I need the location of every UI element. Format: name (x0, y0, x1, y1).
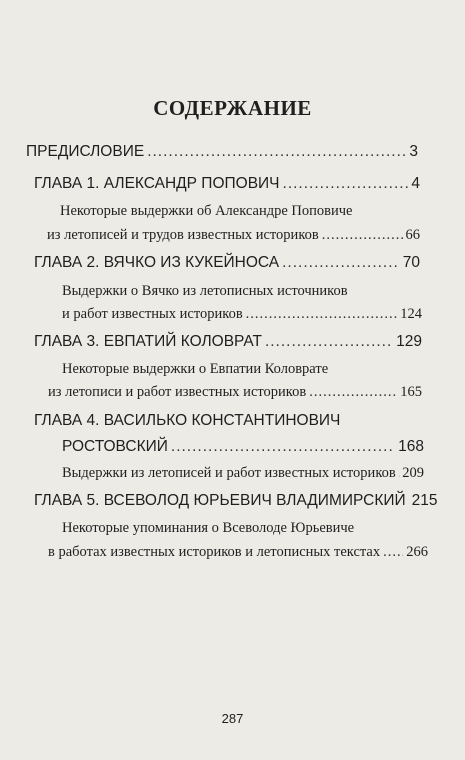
leader-dots (147, 143, 406, 161)
toc-entry-page: 4 (411, 175, 420, 192)
toc-entry-page: 168 (398, 438, 424, 455)
leader-dots (265, 333, 393, 351)
toc-subentry-chapter-1 (47, 227, 420, 244)
toc-entry-chapter-4 (62, 438, 424, 456)
toc-entry-label: ГЛАВА 3. ЕВПАТИЙ КОЛОВРАТ (34, 333, 262, 350)
toc-entry-label: ПРЕДИСЛОВИЕ (26, 143, 145, 160)
toc-subentry-line: Выдержки о Вячко из летописных источников (62, 283, 348, 299)
toc-entry-label: ГЛАВА 2. ВЯЧКО ИЗ КУКЕЙНОСА (34, 254, 280, 271)
toc-entry-page: 165 (400, 384, 422, 400)
toc-entry-label: РОСТОВСКИЙ (62, 438, 168, 455)
toc-entry-page: 66 (405, 227, 420, 243)
toc-entry-page: 209 (402, 465, 424, 481)
toc-entry-page: 215 (411, 492, 438, 509)
toc-subentry-line: Некоторые выдержки о Евпатии Коловрате (62, 361, 329, 377)
toc-subentry-label: из летописей и трудов известных историков (47, 227, 319, 243)
toc-subentry-label: из летописи и работ известных историков (48, 384, 307, 400)
toc-entry-label: ГЛАВА 5. ВСЕВОЛОД ЮРЬЕВИЧ ВЛАДИМИРСКИЙ (34, 492, 406, 509)
leader-dots (246, 306, 398, 323)
toc-entry-chapter-3 (34, 333, 422, 351)
toc-subentry-label: и работ известных историков (62, 306, 243, 322)
toc-subentry-chapter-3 (48, 384, 422, 401)
toc-entry-chapter-1 (34, 175, 420, 193)
toc-subentry-label: в работах известных историков и летописных текстах (48, 544, 381, 560)
toc-entry-chapter-2 (34, 254, 420, 272)
toc-entry-page: 70 (402, 254, 420, 271)
toc-subentry-chapter-5 (48, 544, 428, 561)
contents-title: СОДЕРЖАНИЕ (153, 96, 312, 120)
toc-entry-label: ГЛАВА 1. АЛЕКСАНДР ПОПОВИЧ (34, 175, 280, 192)
page-number: 287 (221, 711, 244, 726)
toc-subentry-chapter-4 (62, 465, 424, 482)
leader-dots (309, 384, 397, 401)
leader-dots (282, 254, 400, 272)
leader-dots (322, 227, 403, 244)
toc-entry-page: 3 (409, 143, 418, 160)
toc-subentry-line: Некоторые упоминания о Всеволоде Юрьевиче (62, 520, 355, 536)
leader-dots (399, 465, 400, 482)
toc-entry-page: 124 (400, 306, 422, 322)
toc-subentry-line: Некоторые выдержки об Александре Поповиче (60, 203, 353, 219)
toc-subentry-label: Выдержки из летописей и работ известных историков (62, 465, 396, 481)
toc-entry-chapter-4-line1: ГЛАВА 4. ВАСИЛЬКО КОНСТАНТИНОВИЧ (34, 412, 341, 429)
leader-dots (171, 438, 395, 456)
toc-subentry-chapter-2 (62, 306, 422, 323)
toc-entry-chapter-5 (34, 492, 438, 510)
toc-entry-preface (26, 143, 418, 161)
leader-dots (283, 175, 409, 193)
toc-entry-page: 266 (406, 544, 428, 560)
toc-entry-page: 129 (396, 333, 422, 350)
leader-dots (383, 544, 403, 561)
